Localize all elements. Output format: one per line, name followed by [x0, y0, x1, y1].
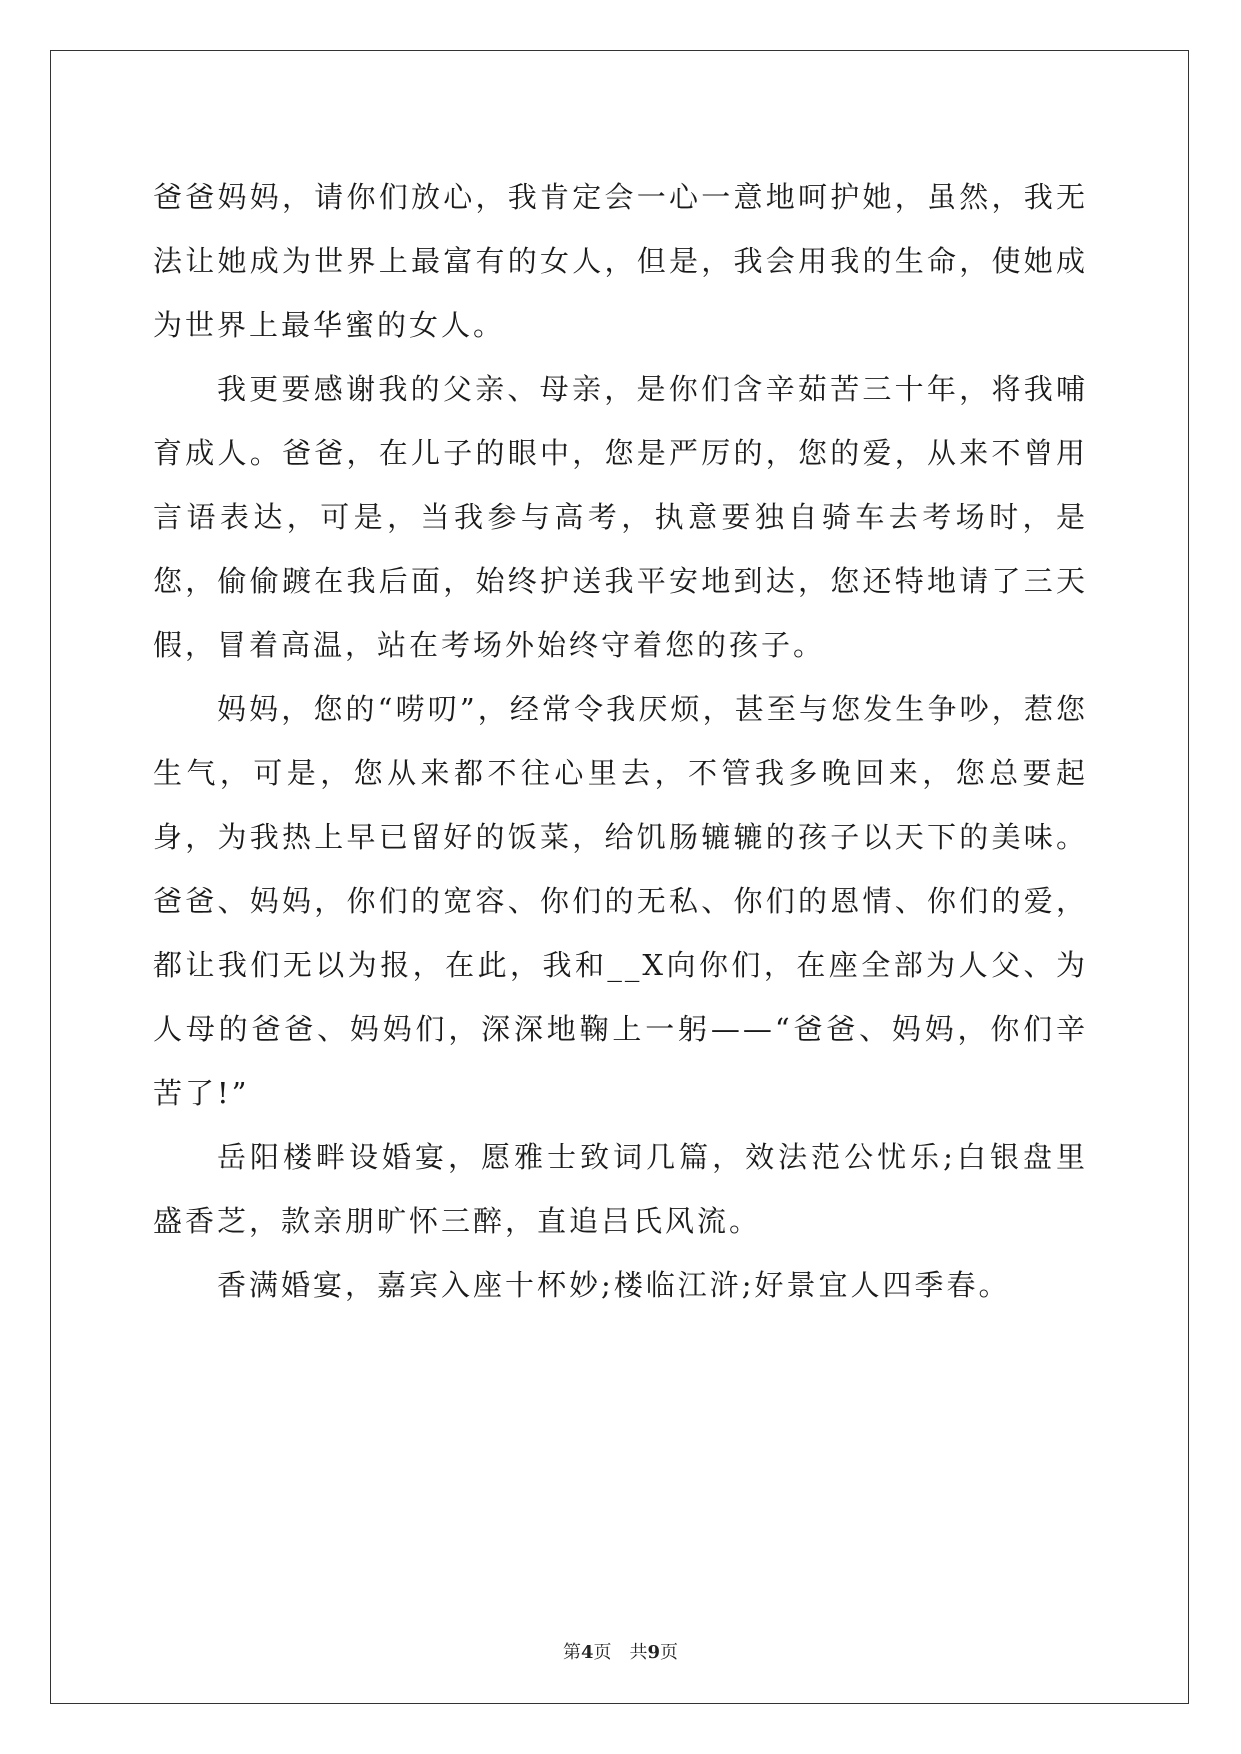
page-total: 9: [647, 1642, 661, 1663]
paragraph-3: 妈妈，您的“唠叨”，经常令我厌烦，甚至与您发生争吵，惹您生气，可是，您从来都不往心里去，不管我多晚回来，您总要起身，为我热上早已留好的饭菜，给饥肠辘辘的孩子以天下的美味。爸爸、妈妈，你们的宽容、你们的无私、你们的恩情、你们的爱，都让我们无以为报，在此，我和__X向你们，在座全部为人父、为人母的爸爸、妈妈们，深深地鞠上一躬——“爸爸、妈妈，你们辛苦了!”: [153, 692, 1088, 1110]
paragraph-4: 岳阳楼畔设婚宴，愿雅士致词几篇，效法范公忧乐;白银盘里盛香芝，款亲朋旷怀三醉，直追吕氏风流。: [153, 1140, 1088, 1238]
document-body: [153, 165, 1088, 1317]
page-current: 4: [580, 1642, 594, 1663]
total-prefix: 共: [629, 1642, 648, 1663]
paragraph-1: 爸爸妈妈，请你们放心，我肯定会一心一意地呵护她，虽然，我无法让她成为世界上最富有的女人，但是，我会用我的生命，使她成为世界上最华蜜的女人。: [153, 180, 1088, 342]
page-unit: 页: [593, 1642, 612, 1663]
total-unit: 页: [660, 1642, 679, 1663]
page-prefix: 第: [562, 1642, 581, 1663]
paragraph-2: 我更要感谢我的父亲、母亲，是你们含辛茹苦三十年，将我哺育成人。爸爸，在儿子的眼中，您是严厉的，您的爱，从来不曾用言语表达，可是，当我参与高考，执意要独自骑车去考场时，是您，偷偷踱在我后面，始终护送我平安地到达，您还特地请了三天假，冒着高温，站在考场外始终守着您的孩子。: [153, 372, 1088, 662]
page-footer: [0, 1638, 1241, 1664]
paragraph-5: 香满婚宴，嘉宾入座十杯妙;楼临江浒;好景宜人四季春。: [217, 1268, 1011, 1302]
